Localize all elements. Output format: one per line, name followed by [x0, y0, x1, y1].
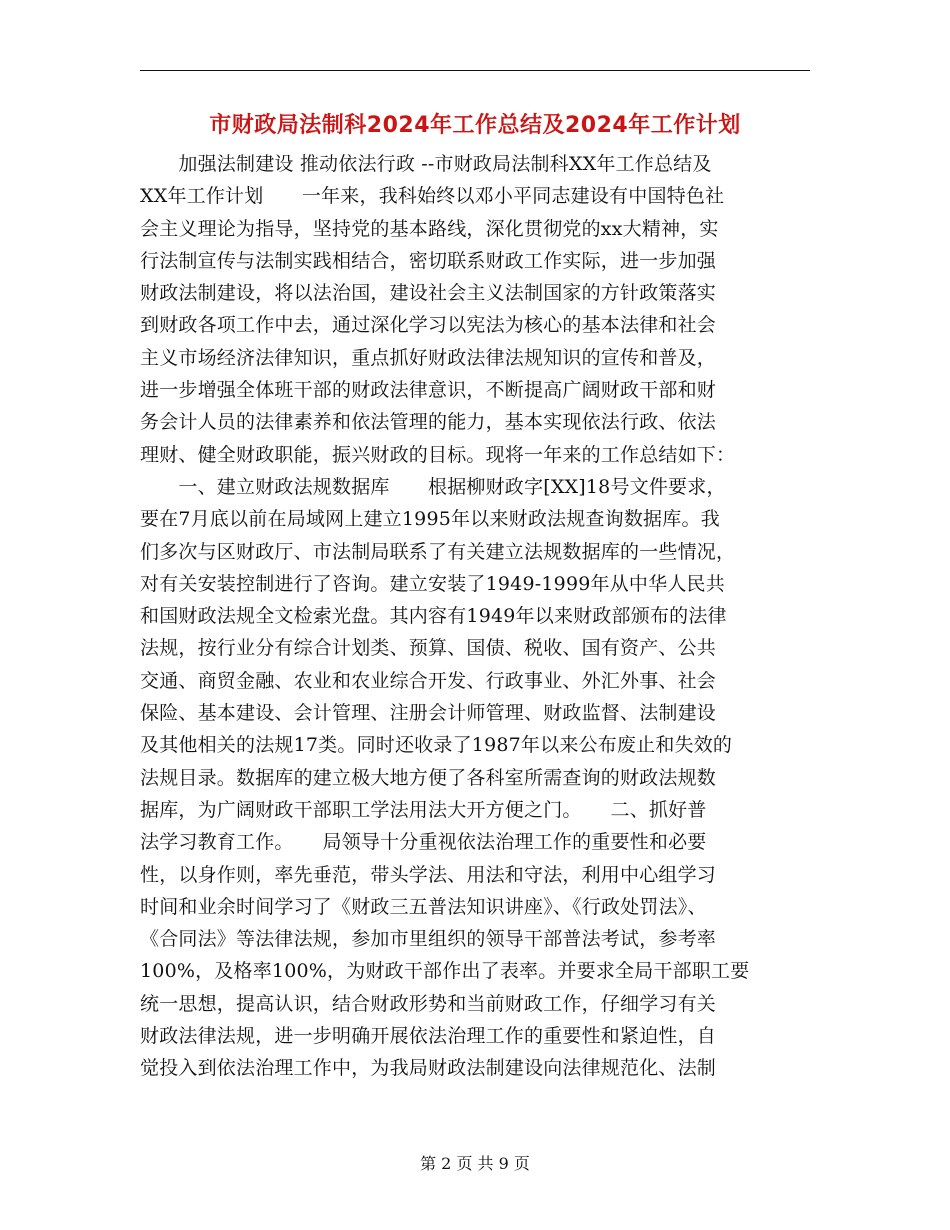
body-line: 务会计人员的法律素养和依法管理的能力，基本实现依法行政、依法	[140, 411, 717, 434]
body-line: 行法制宣传与法制实践相结合，密切联系财政工作实际，进一步加强	[140, 249, 717, 272]
body-line: 和国财政法规全文检索光盘。其内容有1949年以来财政部颁布的法律	[140, 605, 727, 628]
body-line: 时间和业余时间学习了《财政三五普法知识讲座》、《行政处罚法》、	[140, 895, 707, 918]
body-line: 交通、商贸金融、农业和农业综合开发、行政事业、外汇外事、社会	[140, 669, 717, 692]
body-line: 法规目录。数据库的建立极大地方便了各科室所需查询的财政法规数	[140, 766, 717, 789]
body-line: 保险、基本建设、会计管理、注册会计师管理、财政监督、法制建设	[140, 702, 717, 725]
body-line: 性，以身作则，率先垂范，带头学法、用法和守法，利用中心组学习	[140, 863, 717, 886]
body-line: 会主义理论为指导，坚持党的基本路线，深化贯彻党的xx大精神，实	[140, 217, 719, 240]
body-line: 一、建立财政法规数据库 根据柳财政字[XX]18号文件要求，	[140, 475, 726, 498]
header-rule	[140, 70, 810, 71]
body-line: 主义市场经济法律知识，重点抓好财政法律法规知识的宣传和普及，	[140, 346, 717, 369]
body-line: 进一步增强全体班干部的财政法律意识，不断提高广阔财政干部和财	[140, 379, 717, 402]
document-title: 市财政局法制科2024年工作总结及2024年工作计划	[209, 113, 741, 138]
body-line: 理财、健全财政职能，振兴财政的目标。现将一年来的工作总结如下：	[140, 443, 736, 466]
body-line: 对有关安装控制进行了咨询。建立安装了1949-1999年从中华人民共	[140, 572, 725, 595]
body-line: 100%，及格率100%，为财政干部作出了表率。并要求全局干部职工要	[140, 960, 750, 983]
body-line: 财政法制建设，将以法治国，建设社会主义法制国家的方针政策落实	[140, 282, 717, 305]
body-line: 财政法律法规，进一步明确开展依法治理工作的重要性和紧迫性，自	[140, 1025, 717, 1048]
body-line: 要在7月底以前在局域网上建立1995年以来财政法规查询数据库。我	[140, 508, 720, 531]
body-line: 统一思想，提高认识，结合财政形势和当前财政工作，仔细学习有关	[140, 992, 717, 1015]
body-line: 及其他相关的法规17类。同时还收录了1987年以来公布废止和失效的	[140, 734, 733, 757]
body-line: 法学习教育工作。 局领导十分重视依法治理工作的重要性和必要	[140, 831, 707, 854]
page-footer: 第 2 页 共 9 页	[420, 1154, 530, 1173]
document-body	[140, 148, 810, 1085]
body-line: 觉投入到依法治理工作中，为我局财政法制建设向法律规范化、法制	[140, 1057, 717, 1080]
body-line: XX年工作计划 一年来，我科始终以邓小平同志建设有中国特色社	[140, 185, 725, 208]
body-line: 《合同法》等法律法规，参加市里组织的领导干部普法考试，参考率	[140, 928, 717, 951]
body-line: 们多次与区财政厅、市法制局联系了有关建立法规数据库的一些情况，	[140, 540, 736, 563]
body-line: 加强法制建设 推动依法行政 --市财政局法制科XX年工作总结及	[140, 153, 712, 175]
body-line: 法规，按行业分有综合计划类、预算、国债、税收、国有资产、公共	[140, 637, 717, 660]
body-line: 到财政各项工作中去，通过深化学习以宪法为核心的基本法律和社会	[140, 314, 717, 337]
body-line: 据库，为广阔财政干部职工学法用法大开方便之门。 二、抓好普	[140, 798, 707, 821]
